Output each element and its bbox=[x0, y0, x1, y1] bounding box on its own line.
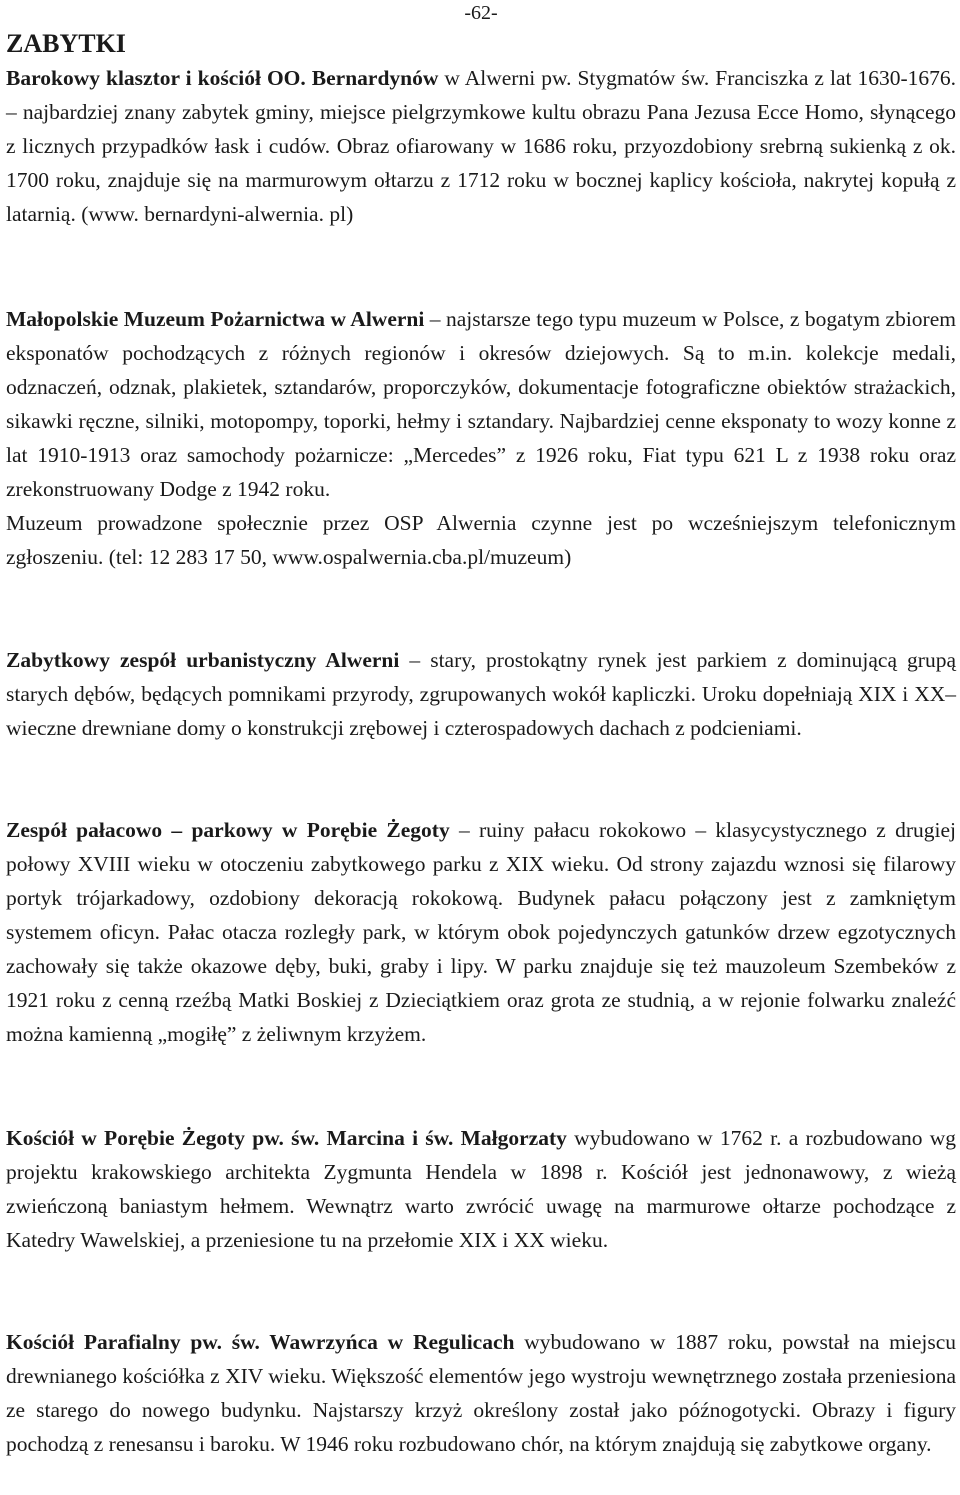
paragraph-title: Kościół w Porębie Żegoty pw. św. Marcina i św. Małgorzaty bbox=[6, 1126, 567, 1150]
paragraph-body-continued: Muzeum prowadzone społecznie przez OSP Alwernia czynne jest po wcześniejszym telefonicznym zgłoszeniu. (tel: 12 283 17 50, www.ospalwernia.cba.pl/muzeum) bbox=[6, 511, 956, 569]
paragraph-title: Barokowy klasztor i kościół OO. Bernardynów bbox=[6, 66, 439, 90]
paragraph-body: wybudowano w 1887 roku, powstał na miejscu drewnianego kościółka z XIV wieku. Większość elementów jego wystroju wewnętrznego została przeniesiona ze starego do nowego budynku. Najstarszy krzyż określony został jako późnogotycki. Obrazy i figury pochodzą z renesansu i baroku. W 1946 roku rozbudowano chór, na którym znajdują się zabytkowe organy. bbox=[6, 1330, 957, 1456]
paragraph-palace-park bbox=[6, 813, 956, 1051]
paragraph-urban-complex bbox=[6, 643, 956, 745]
paragraph-title: Zespół pałacowo – parkowy w Porębie Żegoty bbox=[6, 818, 450, 842]
paragraph-title: Zabytkowy zespół urbanistyczny Alwerni bbox=[6, 648, 400, 672]
paragraph-church-regulice bbox=[6, 1325, 956, 1461]
page-number: -62- bbox=[464, 2, 498, 24]
paragraph-body: – ruiny pałacu rokokowo – klasycystycznego z drugiej połowy XVIII wieku w otoczeniu zabytkowego parku z XIX wieku. Od strony zajazdu wznosi się filarowy portyk trójarkadowy, ozdobiony dekoracją rokokową. Budynek pałacu połączony jest z zamkniętym systemem oficyn. Pałac otacza rozległy park, w którym obok pojedynczych gatunków drzew egzotycznych zachowały się także okazowe dęby, buki, graby i lipy. W parku znajduje się też mauzoleum Szembeków z 1921 roku z cenną rzeźbą Matki Boskiej z Dzieciątkiem oraz grota ze studnią, a w rejonie folwarku znaleźć można kamienną „mogiłę” z żeliwnym krzyżem. bbox=[6, 818, 956, 1046]
paragraph-body: w Alwerni pw. Stygmatów św. Franciszka z lat 1630-1676. – najbardziej znany zabytek gminy, miejsce pielgrzymkowe kultu obrazu Pana Jezusa Ecce Homo, słynącego z licznych przypadków łask i cudów. Obraz ofiarowany w 1686 roku, przyozdobiony srebrną sukienką z ok. 1700 roku, znajduje się na marmurowym ołtarzu z 1712 roku w bocznej kaplicy kościoła, nakrytej kopułą z latarnią. (www. bernardyni-alwernia. pl) bbox=[6, 66, 957, 226]
paragraph-title: Małopolskie Muzeum Pożarnictwa w Alwerni bbox=[6, 307, 425, 331]
paragraph-title: Kościół Parafialny pw. św. Wawrzyńca w Regulicach bbox=[6, 1330, 515, 1354]
paragraph-body: – stary, prostokątny rynek jest parkiem z dominującą grupą starych dębów, będących pomnikami przyrody, zgrupowanych wokół kapliczki. Uroku dopełniają XIX i XX– wieczne drewniane domy o konstrukcji zrębowej i czterospadowych dachach z podcieniami. bbox=[6, 648, 956, 740]
paragraph-church-poreba bbox=[6, 1121, 956, 1257]
paragraph-body: wybudowano w 1762 r. a rozbudowano wg projektu krakowskiego architekta Zygmunta Hendela w 1898 r. Kościół jest jednonawowy, z wieżą zwieńczoną baniastym hełmem. Wewnątrz warto zwrócić uwagę na marmurowe ołtarze pochodzące z Katedry Wawelskiej, a przeniesione tu na przełomie XIX i XX wieku. bbox=[6, 1126, 956, 1252]
paragraph-body: – najstarsze tego typu muzeum w Polsce, z bogatym zbiorem eksponatów pochodzących z różnych regionów i okresów dziejowych. Są to m.in. kolekcje medali, odznaczeń, odznak, plakietek, sztandarów, proporczyków, dokumentacje fotograficzne obiektów strażackich, sikawki ręczne, silniki, motopompy, toporki, hełmy i sztandary. Najbardziej cenne eksponaty to wozy konne z lat 1910-1913 oraz samochody pożarnicze: „Mercedes” z 1926 roku, Fiat typu 621 L z 1938 roku oraz zrekonstruowany Dodge z 1942 roku. bbox=[6, 307, 956, 501]
section-heading: ZABYTKI bbox=[6, 29, 126, 58]
paragraph-bernardine-monastery bbox=[6, 61, 956, 231]
paragraph-fire-museum bbox=[6, 302, 956, 574]
